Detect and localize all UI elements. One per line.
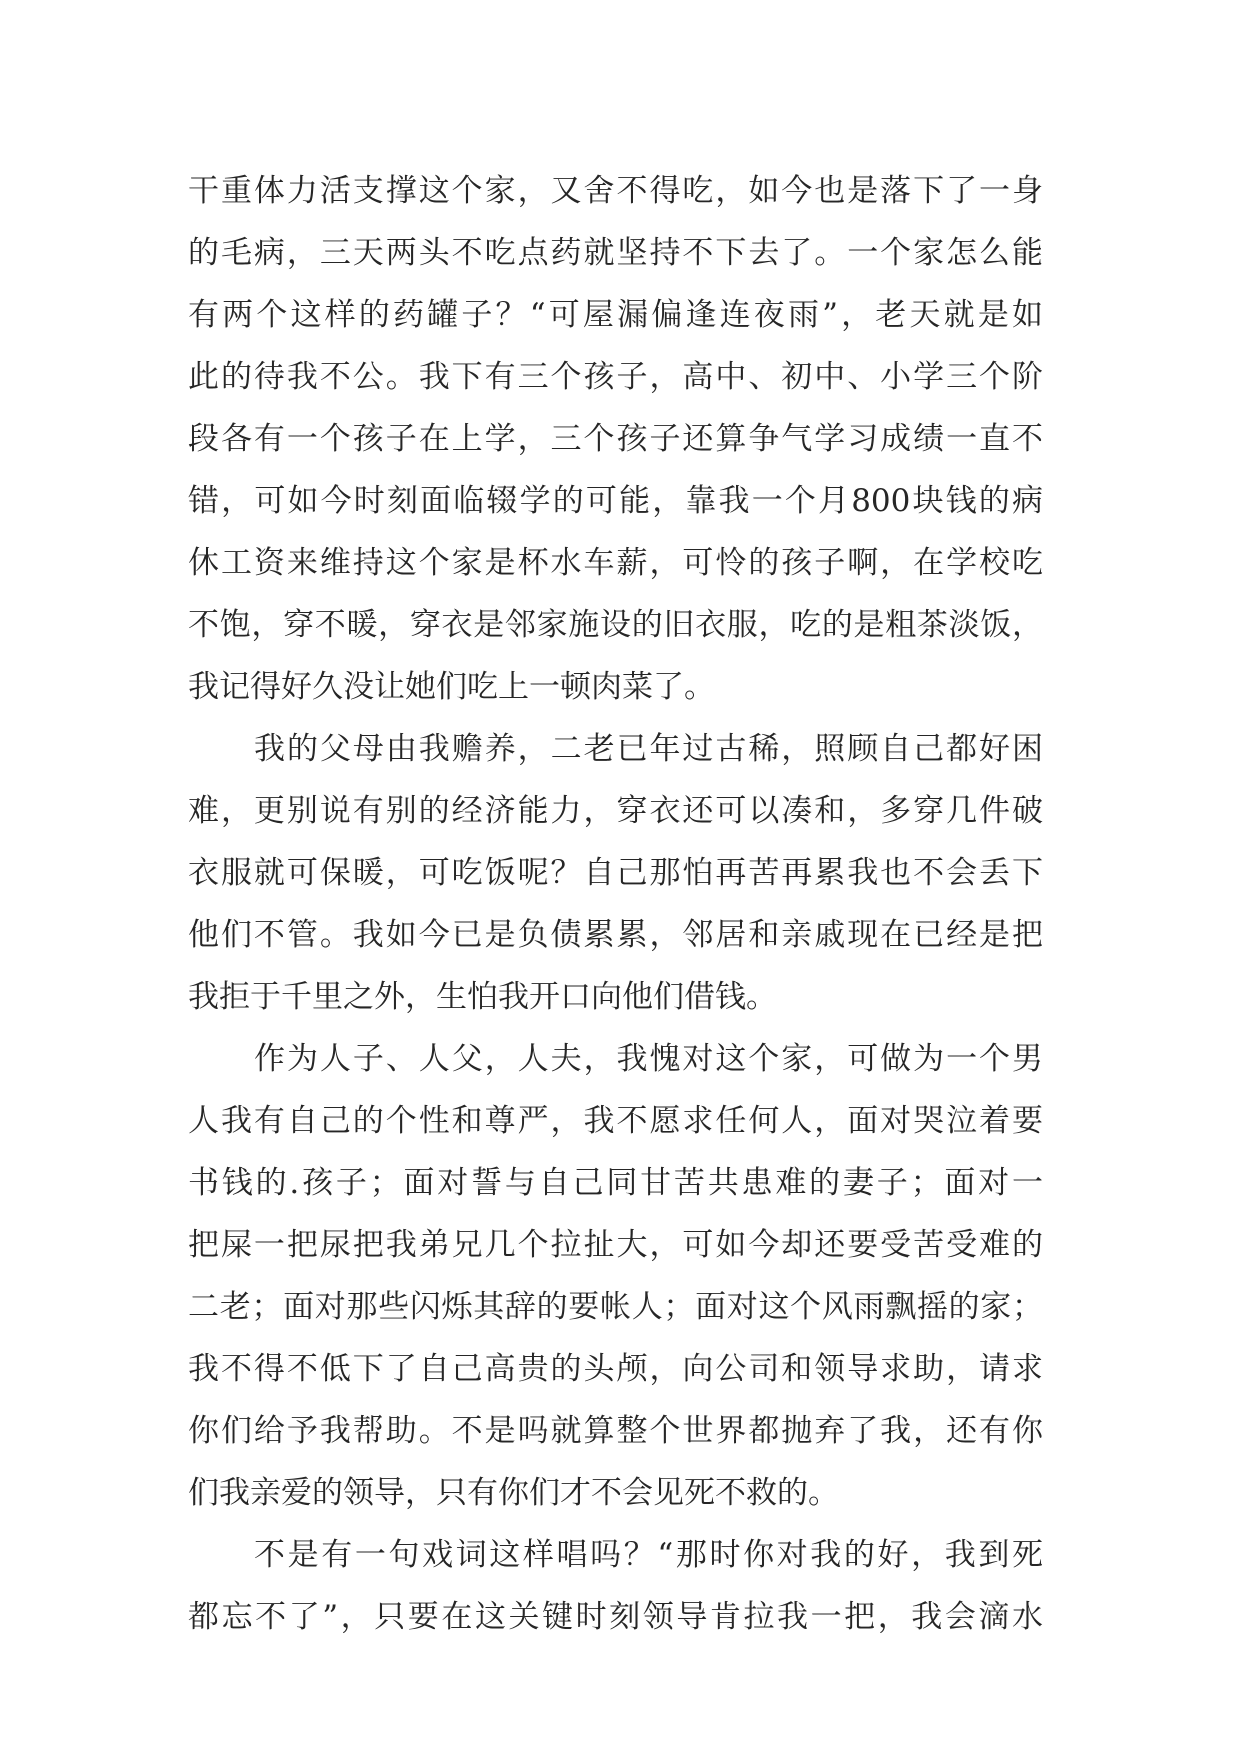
text-line: 休工资来维持这个家是杯水车薪，可怜的孩子啊，在学校吃 [188, 545, 1043, 581]
text-line: 此的待我不公。我下有三个孩子，高中、初中、小学三个阶 [188, 359, 1043, 395]
body-text [188, 160, 1043, 1648]
text-line: 们我亲爱的领导，只有你们才不会见死不救的。 [188, 1475, 839, 1511]
text-line: 二老；面对那些闪烁其辞的要帐人；面对这个风雨飘摇的家； [188, 1289, 1043, 1325]
text-line: 把屎一把尿把我弟兄几个拉扯大，可如今却还要受苦受难的 [188, 1227, 1043, 1263]
text-line: 干重体力活支撑这个家，又舍不得吃，如今也是落下了一身 [188, 173, 1043, 209]
text-line: 我拒于千里之外，生怕我开口向他们借钱。 [188, 979, 777, 1015]
text-line: 书钱的.孩子；面对誓与自己同甘苦共患难的妻子；面对一 [188, 1165, 1043, 1201]
text-line: 他们不管。我如今已是负债累累，邻居和亲戚现在已经是把 [188, 917, 1043, 953]
text-line: 难，更别说有别的经济能力，穿衣还可以凑和，多穿几件破 [188, 793, 1043, 829]
paragraph-first-line: 作为人子、人父，人夫，我愧对这个家，可做为一个男 [254, 1041, 1043, 1077]
text-line: 衣服就可保暖，可吃饭呢？自己那怕再苦再累我也不会丢下 [188, 855, 1043, 891]
text-line: 不饱，穿不暖，穿衣是邻家施设的旧衣服，吃的是粗茶淡饭， [188, 607, 1043, 643]
text-line: 的毛病，三天两头不吃点药就坚持不下去了。一个家怎么能 [188, 235, 1043, 271]
text-line: 有两个这样的药罐子？“可屋漏偏逢连夜雨”，老天就是如 [188, 297, 1043, 333]
paragraph-first-line: 我的父母由我赡养，二老已年过古稀，照顾自己都好困 [254, 731, 1043, 767]
text-line: 你们给予我帮助。不是吗就算整个世界都抛弃了我，还有你 [188, 1413, 1043, 1449]
paragraph-first-line: 不是有一句戏词这样唱吗？“那时你对我的好，我到死 [254, 1537, 1043, 1573]
text-line: 人我有自己的个性和尊严，我不愿求任何人，面对哭泣着要 [188, 1103, 1043, 1139]
text-line: 都忘不了”，只要在这关键时刻领导肯拉我一把，我会滴水 [188, 1599, 1043, 1635]
text-line: 我记得好久没让她们吃上一顿肉菜了。 [188, 669, 715, 705]
text-line: 我不得不低下了自己高贵的头颅，向公司和领导求助，请求 [188, 1351, 1043, 1387]
text-line: 段各有一个孩子在上学，三个孩子还算争气学习成绩一直不 [188, 421, 1043, 457]
text-line: 错，可如今时刻面临辍学的可能，靠我一个月800块钱的病 [188, 483, 1043, 519]
